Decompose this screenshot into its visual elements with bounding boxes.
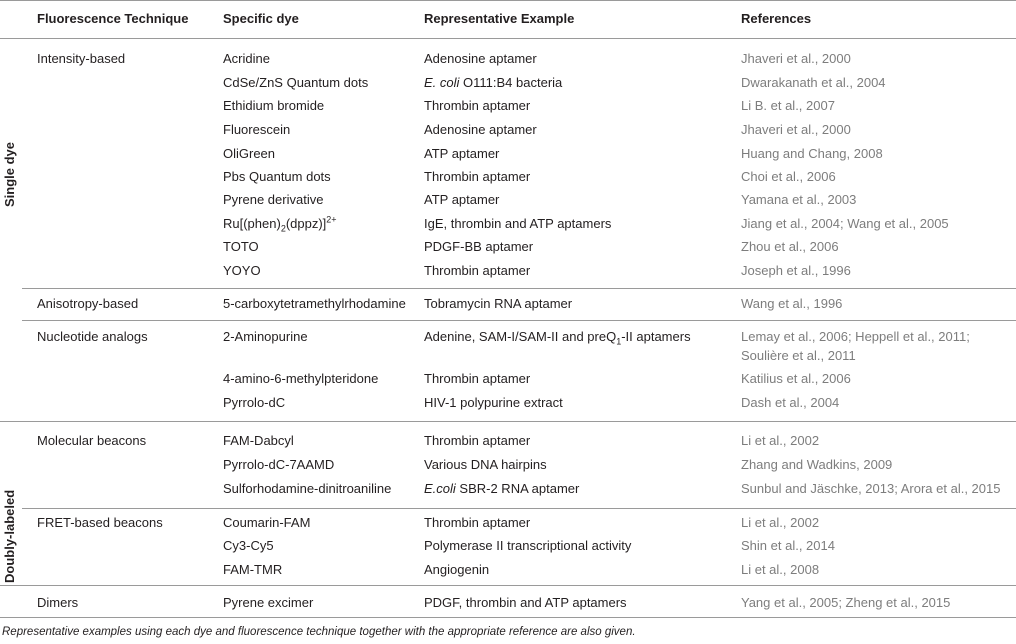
reference-cell: Dwarakanath et al., 2004 [741, 75, 886, 90]
dye-superscript: 2+ [326, 214, 337, 225]
example-cell: Thrombin aptamer [424, 263, 531, 278]
header-references: References [741, 11, 812, 26]
example-cell: Thrombin aptamer [424, 433, 531, 448]
technique-cell: Nucleotide analogs [37, 329, 148, 344]
group-divider [22, 508, 1016, 509]
table-bottom-rule [0, 617, 1016, 618]
group-label-single-dye: Single dye [2, 141, 17, 207]
header-dye: Specific dye [223, 11, 299, 26]
example-cell: ATP aptamer [424, 146, 500, 161]
example-cell: Thrombin aptamer [424, 515, 531, 530]
example-cell: PDGF, thrombin and ATP aptamers [424, 595, 627, 610]
section-rule [0, 421, 1016, 422]
example-cell [424, 481, 579, 497]
dye-cell [223, 216, 337, 232]
technique-cell: Intensity-based [37, 51, 126, 66]
dye-cell: Cy3-Cy5 [223, 538, 274, 553]
dye-text: (dppz)] [285, 216, 327, 231]
technique-cell: Anisotropy-based [37, 296, 139, 311]
reference-cell: Li et al., 2008 [741, 562, 820, 577]
reference-cell: Lemay et al., 2006; Heppell et al., 2011; [741, 329, 970, 344]
example-cell: Angiogenin [424, 562, 490, 577]
dye-cell: Pyrene excimer [223, 595, 314, 610]
dye-cell: Pyrene derivative [223, 192, 324, 207]
example-cell: Adenosine aptamer [424, 51, 537, 66]
example-cell [424, 329, 691, 345]
reference-cell: Choi et al., 2006 [741, 169, 836, 184]
example-cell: Thrombin aptamer [424, 169, 531, 184]
dye-cell: Fluorescein [223, 122, 291, 137]
group-label-doubly-labeled: Doubly-labeled [2, 489, 17, 583]
reference-cell: Yang et al., 2005; Zheng et al., 2015 [741, 595, 951, 610]
reference-cell: Jhaveri et al., 2000 [741, 51, 851, 66]
example-cell: Thrombin aptamer [424, 371, 531, 386]
reference-cell: Jhaveri et al., 2000 [741, 122, 851, 137]
group-divider [0, 585, 1016, 586]
example-cell [424, 75, 562, 91]
dye-cell: TOTO [223, 239, 259, 254]
table-top-rule [0, 0, 1016, 1]
header-technique: Fluorescence Technique [37, 11, 189, 26]
header-example: Representative Example [424, 11, 575, 26]
example-cell: Thrombin aptamer [424, 98, 531, 113]
example-cell: PDGF-BB aptamer [424, 239, 534, 254]
reference-cell: Zhou et al., 2006 [741, 239, 839, 254]
reference-cell: Jiang et al., 2004; Wang et al., 2005 [741, 216, 949, 231]
reference-cell: Li B. et al., 2007 [741, 98, 835, 113]
dye-cell: Ethidium bromide [223, 98, 325, 113]
example-text: SBR-2 RNA aptamer [455, 481, 580, 496]
reference-cell: Huang and Chang, 2008 [741, 146, 883, 161]
reference-cell: Soulière et al., 2011 [741, 348, 856, 363]
dye-cell: Acridine [223, 51, 270, 66]
example-text: Adenine, SAM-I/SAM-II and preQ [424, 329, 617, 344]
reference-cell: Wang et al., 1996 [741, 296, 843, 311]
example-italic: E.coli [424, 481, 456, 496]
group-divider [22, 288, 1016, 289]
reference-cell: Shin et al., 2014 [741, 538, 835, 553]
header-bottom-rule [0, 38, 1016, 39]
dye-subscript: 2 [280, 223, 286, 234]
dye-cell: OliGreen [223, 146, 276, 161]
example-text: O111:B4 bacteria [459, 75, 563, 90]
technique-cell: Dimers [37, 595, 79, 610]
group-divider [22, 320, 1016, 321]
example-cell: Adenosine aptamer [424, 122, 537, 137]
reference-cell: Joseph et al., 1996 [741, 263, 851, 278]
example-cell: Tobramycin RNA aptamer [424, 296, 573, 311]
example-cell: ATP aptamer [424, 192, 500, 207]
reference-cell: Katilius et al., 2006 [741, 371, 851, 386]
reference-cell: Sunbul and Jäschke, 2013; Arora et al., 2015 [741, 481, 1001, 496]
dye-cell: Sulforhodamine-dinitroaniline [223, 481, 392, 496]
example-cell: HIV-1 polypurine extract [424, 395, 563, 410]
dye-cell: FAM-Dabcyl [223, 433, 294, 448]
table-caption: Representative examples using each dye and fluorescence technique together with the appropriate reference are also given. [2, 626, 636, 638]
example-text: -II aptamers [621, 329, 691, 344]
dye-cell: YOYO [223, 263, 261, 278]
reference-cell: Li et al., 2002 [741, 515, 820, 530]
dye-cell: CdSe/ZnS Quantum dots [223, 75, 369, 90]
example-cell: Polymerase II transcriptional activity [424, 538, 632, 553]
example-cell: IgE, thrombin and ATP aptamers [424, 216, 612, 231]
reference-cell: Yamana et al., 2003 [741, 192, 857, 207]
reference-cell: Li et al., 2002 [741, 433, 820, 448]
example-italic: E. coli [424, 75, 460, 90]
dye-cell: 2-Aminopurine [223, 329, 308, 344]
reference-cell: Zhang and Wadkins, 2009 [741, 457, 893, 472]
dye-cell: 5-carboxytetramethylrhodamine [223, 296, 406, 311]
dye-cell: 4-amino-6-methylpteridone [223, 371, 379, 386]
reference-cell: Dash et al., 2004 [741, 395, 840, 410]
dye-cell: Pbs Quantum dots [223, 169, 331, 184]
technique-cell: Molecular beacons [37, 433, 147, 448]
dye-text: Ru[(phen) [223, 216, 281, 231]
example-subscript: 1 [616, 336, 622, 347]
dye-cell: FAM-TMR [223, 562, 283, 577]
dye-cell: Pyrrolo-dC [223, 395, 286, 410]
dye-cell: Coumarin-FAM [223, 515, 311, 530]
technique-cell: FRET-based beacons [37, 515, 163, 530]
example-cell: Various DNA hairpins [424, 457, 547, 472]
dye-cell: Pyrrolo-dC-7AAMD [223, 457, 335, 472]
